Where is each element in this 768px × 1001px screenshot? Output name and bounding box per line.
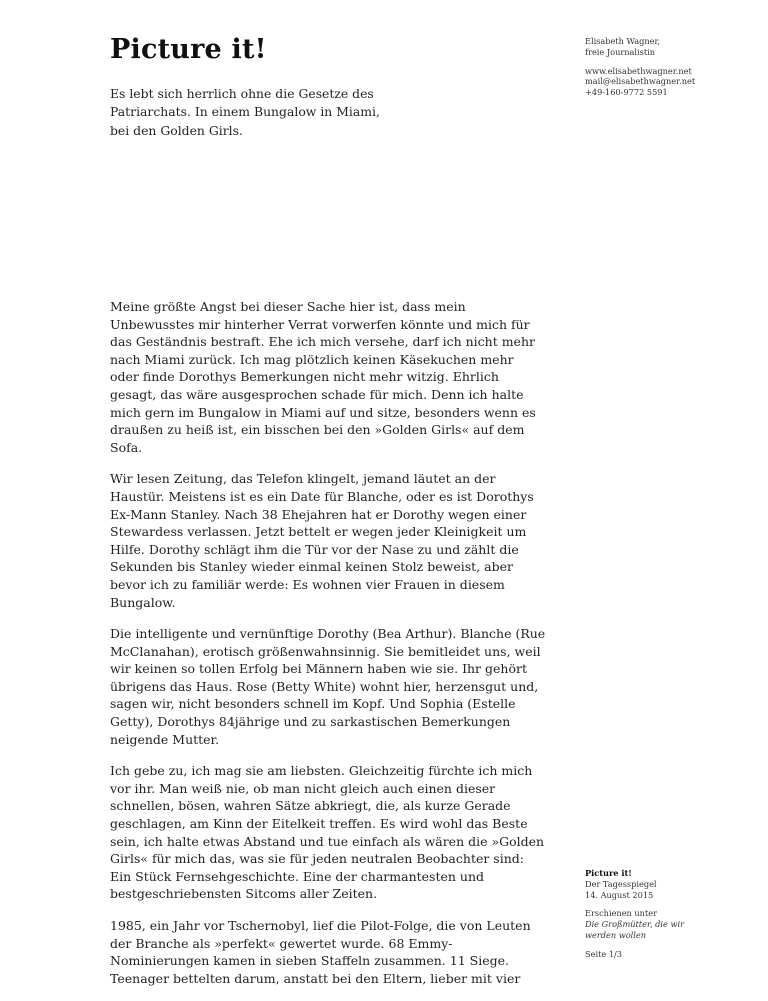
author-email[interactable]: mail@elisabethwagner.net bbox=[585, 76, 696, 87]
article-lead: Es lebt sich herrlich ohne die Gesetze des Patriarchats. In einem Bungalow in Miami, bei den Golden Girls. bbox=[110, 86, 380, 138]
author-phone: +49-160-9772 5591 bbox=[585, 87, 668, 98]
article-title: Picture it! bbox=[110, 34, 267, 65]
source-title: Picture it! bbox=[585, 868, 632, 878]
author-name: Elisabeth Wagner, bbox=[585, 36, 661, 46]
article-body bbox=[110, 298, 565, 1001]
article-paragraph: Wir lesen Zeitung, das Telefon klingelt, jemand läutet an der Haustür. Meistens ist es ein Date für Blanche, oder es ist Dorothys Ex-Mann Stanley. Nach 38 Ehejahren hat er Dorothy wegen einer Stewardess verlassen. Jetzt bettelt er wegen jeder Kleinigkeit um Hilfe. Dorothy schlägt ihm die Tür vor der Nase zu und zählt die Sekunden bis Stanley wieder einmal keinen Stolz beweist, aber bevor ich zu familiär werde: Es wohnen vier Frauen in diesem Bungalow. bbox=[110, 471, 534, 610]
source-published-label: Erschienen unter bbox=[585, 908, 658, 919]
source-publication: Der Tagesspiegel bbox=[585, 878, 657, 889]
author-role: freie Journalistin bbox=[585, 46, 656, 57]
source-date: 14. August 2015 bbox=[585, 889, 654, 900]
article-paragraph: Ich gebe zu, ich mag sie am liebsten. Gleichzeitig fürchte ich mich vor ihr. Man weiß nie, ob man nicht gleich auch einen dieser schnellen, bösen, wahren Sätze abkriegt, die, als kurze Gerade geschlagen, am Kinn der Eitelkeit treffen. Es wird wohl das Beste sein, ich halte etwas Abstand und tue einfach als wären die »Golden Girls« für mich das, was sie für jeden neutralen Beobachter sind: Ein Stück Fernsehgeschichte. Eine der charmantesten und bestgeschriebensten Sitcoms aller Zeiten. bbox=[110, 763, 545, 902]
article-paragraph: Meine größte Angst bei dieser Sache hier ist, dass mein Unbewusstes mir hinterher Verrat vorwerfen könnte und mich für das Geständnis bestraft. Ehe ich mich versehe, darf ich nicht mehr nach Miami zurück. Ich mag plötzlich keinen Käsekuchen mehr oder finde Dorothys Bemerkungen nicht mehr witzig. Ehrlich gesagt, das wäre ausgesprochen schade für mich. Denn ich halte mich gern im Bungalow in Miami auf und sitze, besonders wenn es draußen zu heiß ist, ein bisschen bei den »Golden Girls« auf dem Sofa. bbox=[110, 299, 536, 455]
article-paragraph: Die intelligente und vernünftige Dorothy (Bea Arthur). Blanche (Rue McClanahan), erotisch größenwahnsinnig. Sie bemitleidet uns, weil wir keinen so tollen Erfolg bei Männern haben wie sie. Ihr gehört übrigens das Haus. Rose (Betty White) wohnt hier, herzensgut und, sagen wir, nicht besonders schnell im Kopf. Und Sophia (Estelle Getty), Dorothys 84jährige und zu sarkastischen Bemerkungen neigende Mutter. bbox=[110, 626, 546, 747]
source-issue-title: Die Großmütter, die wir werden wollen bbox=[585, 919, 685, 940]
source-info bbox=[585, 868, 715, 960]
author-website[interactable]: www.elisabethwagner.net bbox=[585, 65, 692, 76]
page-number: Seite 1/3 bbox=[585, 948, 622, 959]
article-paragraph: 1985, ein Jahr vor Tschernobyl, lief die Pilot-Folge, die von Leuten der Branche als »perfekt« gewertet wurde. 68 Emmy- Nominierungen kamen in sieben Staffeln zusammen. 11 Siege. Teenager bettelten darum, anstatt bei den Eltern, lieber mit vier bbox=[110, 918, 531, 986]
author-info bbox=[585, 36, 745, 106]
